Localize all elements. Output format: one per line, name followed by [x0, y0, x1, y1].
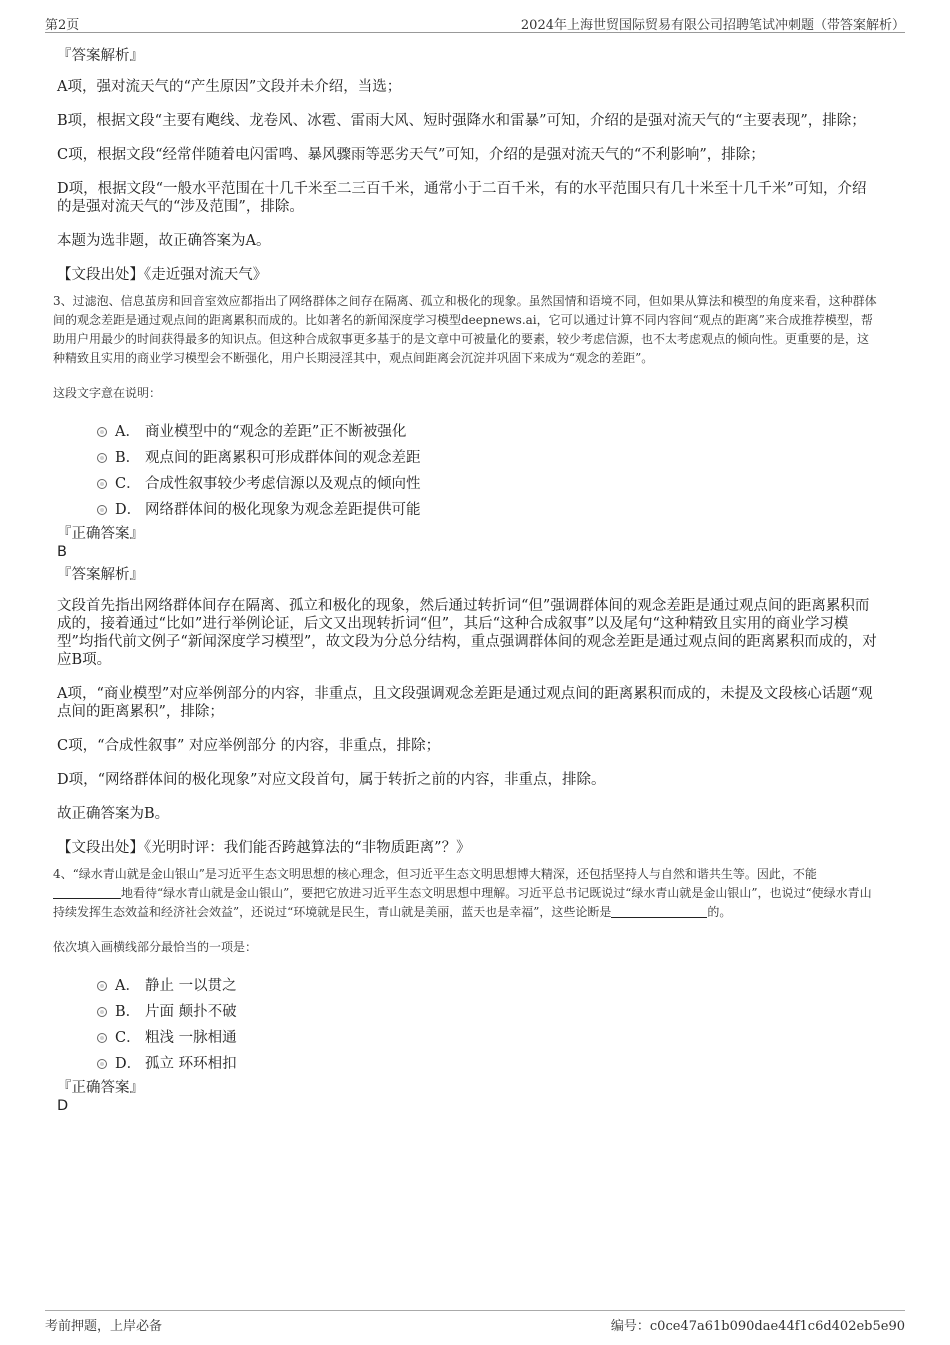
radio-button[interactable]	[97, 427, 107, 437]
q3-options	[97, 419, 877, 523]
q3-prompt: 这段文字意在说明：	[53, 386, 162, 400]
main-content	[53, 46, 877, 1119]
page-footer	[45, 1310, 905, 1335]
document-title: 2024年上海世贸国际贸易有限公司招聘笔试冲刺题（带答案解析）	[520, 18, 905, 33]
option-letter: C．	[115, 1030, 141, 1046]
q2-analysis-d: D项，根据文段“一般水平范围在十几千米至二三百千米，通常小于二百千米，有的水平范围只有几十米至十几千米”可知，介绍的是强对流天气的“涉及范围”，排除。	[57, 181, 867, 215]
option-text: 孤立 环环相扣	[145, 1056, 237, 1072]
radio-button[interactable]	[97, 1059, 107, 1069]
q2-analysis-b: B项，根据文段“主要有飑线、龙卷风、冰雹、雷雨大风、短时强降水和雷暴”可知，介绍的是强对流天气的“主要表现”，排除；	[57, 113, 866, 129]
option-text: 商业模型中的“观念的差距”正不断被强化	[145, 424, 407, 440]
radio-button[interactable]	[97, 479, 107, 489]
q4-option-b[interactable]	[97, 999, 877, 1025]
option-letter: D．	[115, 1056, 142, 1072]
q3-option-d[interactable]	[97, 497, 877, 523]
radio-button[interactable]	[97, 981, 107, 991]
q3-source: 【文段出处】《光明时评：我们能否跨越算法的“非物质距离”？》	[57, 840, 471, 856]
option-letter: B．	[115, 1004, 141, 1020]
q3-answer: B	[57, 544, 67, 560]
page-header	[45, 12, 905, 33]
q4-option-a[interactable]	[97, 973, 877, 999]
option-letter: A．	[115, 424, 140, 440]
radio-button[interactable]	[97, 453, 107, 463]
q4-prompt: 依次填入画横线部分最恰当的一项是：	[53, 940, 258, 954]
q3-analysis-main: 文段首先指出网络群体间存在隔离、孤立和极化的现象，然后通过转折词“但”强调群体间的观念差距是通过观点间的距离累积而成的，接着通过“比如”进行举例论证，后文又出现转折词“但”，其后“这种合成叙事”以及尾句“这种精致且实用的商业学习模型”均指代前文例子“新闻深度学习模型”，故文段为分总分结构，重点强调群体间的观念差距是通过观点间的距离累积而成的，对应B项。	[57, 598, 877, 668]
q4-number: 4、	[53, 867, 73, 881]
q4-option-c[interactable]	[97, 1025, 877, 1051]
footer-slogan: 考前押题，上岸必备	[45, 1319, 163, 1334]
q3-analysis-d: D项，“网络群体间的极化现象”对应文段首句，属于转折之前的内容，非重点，排除。	[57, 772, 606, 788]
q4-answer: D	[57, 1098, 69, 1114]
option-text: 粗浅 一脉相通	[145, 1030, 237, 1046]
option-letter: A．	[115, 978, 140, 994]
q3-conclusion: 故正确答案为B。	[57, 806, 170, 822]
q2-analysis-label: 『答案解析』	[57, 48, 144, 64]
radio-button[interactable]	[97, 1007, 107, 1017]
document-id: 编号：c0ce47a61b090dae44f1c6d402eb5e90	[610, 1319, 905, 1334]
radio-button[interactable]	[97, 505, 107, 515]
q4-option-d[interactable]	[97, 1051, 877, 1077]
q3-number: 3、	[53, 294, 73, 308]
q3-passage-text: 过滤泡、信息茧房和回音室效应都指出了网络群体之间存在隔离、孤立和极化的现象。虽然国情和语境不同，但如果从算法和模型的角度来看，这种群体间的观念差距是通过观点间的距离累积而成的。比如著名的新闻深度学习模型deepnews.ai，它可以通过计算不同内容间“观点的距离”来合成推荐模型，帮助用户用最少的时间获得最多的知识点。但这种合成叙事更多基于的是文章中可被量化的要素，较少考虑信源，也不太考虑观点的倾向性。更重要的是，这种精致且实用的商业学习模型会不断强化，用户长期浸淫其中，观点间距离会沉淀并巩固下来成为“观念的差距”。	[53, 294, 877, 365]
q4-passage-part-1: “绿水青山就是金山银山”是习近平生态文明思想的核心理念，但习近平生态文明思想博大精深，还包括坚持人与自然和谐共生等。因此，不能	[72, 867, 817, 881]
q4-blank-2	[611, 905, 707, 918]
q2-source: 【文段出处】《走近强对流天气》	[57, 267, 268, 283]
option-letter: C．	[115, 476, 141, 492]
option-text: 片面 颠扑不破	[145, 1004, 237, 1020]
option-text: 观点间的距离累积可形成群体间的观念差距	[145, 450, 421, 466]
q2-conclusion: 本题为选非题，故正确答案为A。	[57, 233, 271, 249]
q3-analysis-c: C项，“合成性叙事” 对应举例部分 的内容，非重点，排除；	[57, 738, 441, 754]
q4-options	[97, 973, 877, 1077]
option-letter: D．	[115, 502, 142, 518]
q4-blank-1	[53, 886, 121, 899]
q3-answer-label: 『正确答案』	[57, 526, 144, 542]
q3-passage	[53, 292, 877, 368]
option-text: 合成性叙事较少考虑信源以及观点的倾向性	[145, 476, 421, 492]
option-letter: B．	[115, 450, 141, 466]
page-number: 第2页	[45, 18, 80, 33]
q3-option-c[interactable]	[97, 471, 877, 497]
option-text: 网络群体间的极化现象为观念差距提供可能	[145, 502, 421, 518]
q3-option-a[interactable]	[97, 419, 877, 445]
q4-passage	[53, 865, 877, 922]
q4-passage-part-2: 地看待“绿水青山就是金山银山”，要把它放进习近平生态文明思想中理解。习近平总书记既说过“绿水青山就是金山银山”，也说过“使绿水青山持续发挥生态效益和经济社会效益”，还说过“环境就是民生，青山就是美丽，蓝天也是幸福”，这些论断是	[53, 886, 872, 919]
option-text: 静止 一以贯之	[145, 978, 237, 994]
q4-answer-label: 『正确答案』	[57, 1080, 144, 1096]
q2-analysis-c: C项，根据文段“经常伴随着电闪雷鸣、暴风骤雨等恶劣天气”可知，介绍的是强对流天气的“不利影响”，排除；	[57, 147, 765, 163]
q3-analysis-label: 『答案解析』	[57, 567, 144, 583]
q2-analysis-a: A项，强对流天气的“产生原因”文段并未介绍，当选；	[57, 79, 402, 95]
q3-option-b[interactable]	[97, 445, 877, 471]
q4-passage-part-3: 的。	[707, 905, 732, 919]
q3-analysis-a: A项，“商业模型”对应举例部分的内容，非重点，且文段强调观念差距是通过观点间的距离累积而成的，未提及文段核心话题“观点间的距离累积”，排除；	[57, 686, 873, 720]
radio-button[interactable]	[97, 1033, 107, 1043]
